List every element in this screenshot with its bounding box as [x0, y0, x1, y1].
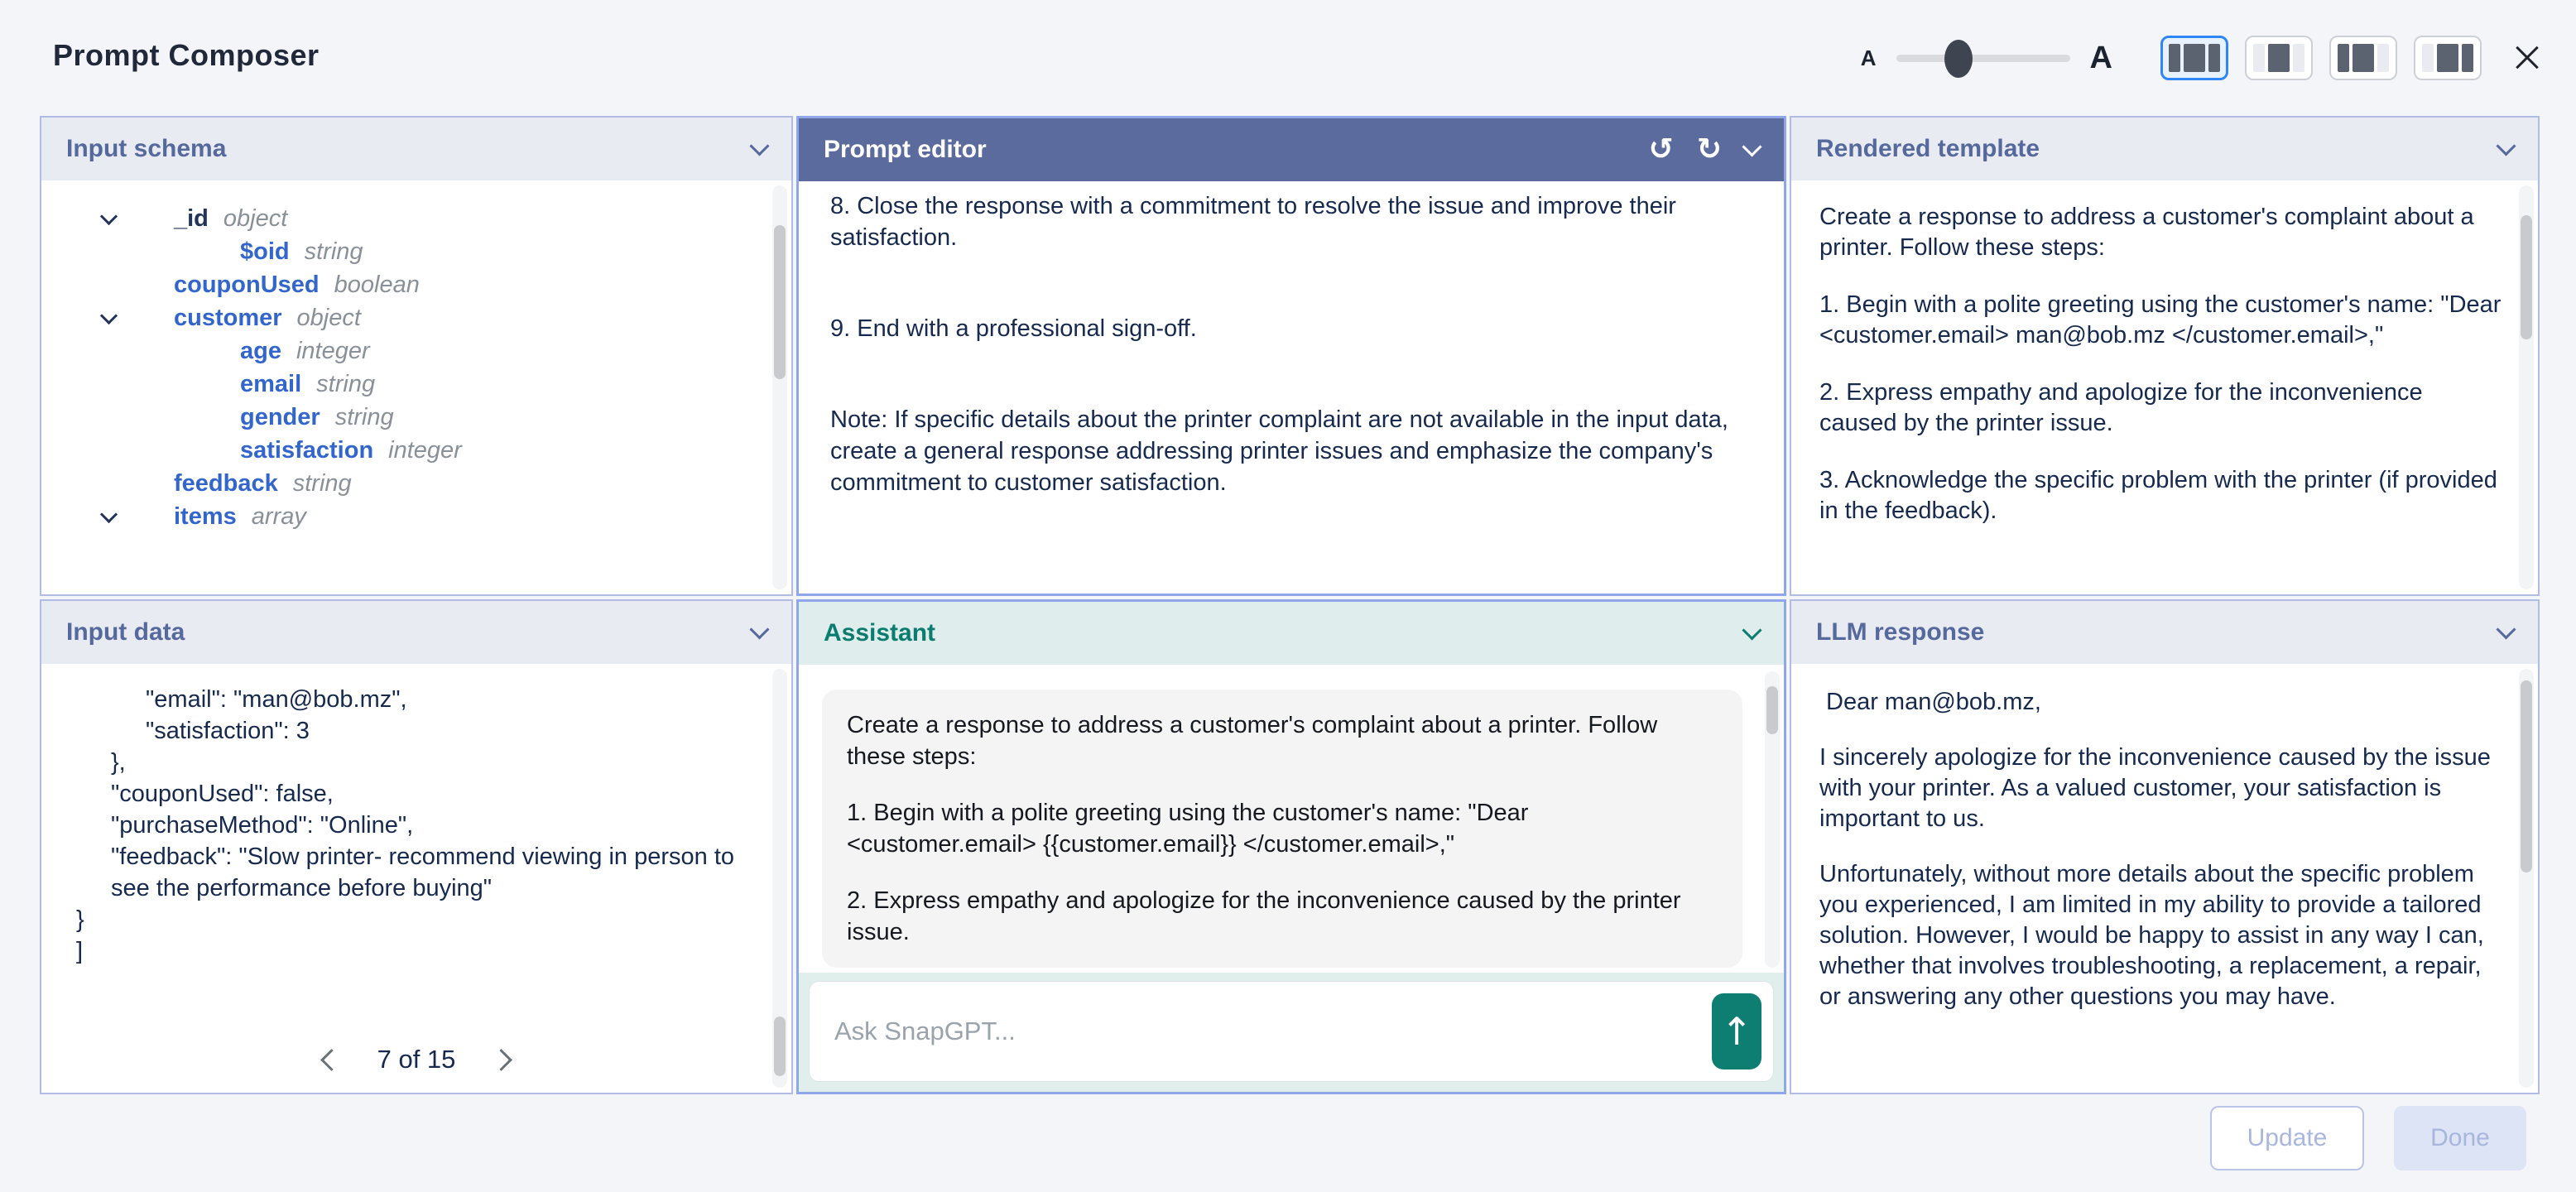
assistant-title: Assistant: [824, 619, 936, 646]
topbar: [0, 0, 2576, 116]
chevron-down-icon[interactable]: [2496, 136, 2516, 156]
prompt-editor-title: Prompt editor: [824, 136, 987, 163]
close-icon[interactable]: [2511, 42, 2543, 74]
done-button[interactable]: Done: [2394, 1106, 2526, 1170]
composer-grid: [40, 116, 2545, 1094]
chevron-down-icon[interactable]: [1742, 620, 1761, 640]
font-size-large-label: A: [2089, 40, 2112, 75]
slider-track[interactable]: [1896, 55, 2070, 62]
input-data-panel: [40, 599, 793, 1094]
schema-row: [91, 235, 758, 268]
schema-key: email: [240, 370, 302, 397]
schema-key: items: [174, 502, 237, 530]
redo-icon[interactable]: ↻: [1696, 132, 1722, 166]
llm-response-title: LLM response: [1816, 618, 1985, 646]
chevron-right-icon[interactable]: [490, 1049, 512, 1071]
schema-row: [91, 434, 758, 467]
layout-toggle-group: [2160, 36, 2482, 80]
layout-three-columns-button[interactable]: [2160, 36, 2228, 80]
font-size-control: [1861, 39, 2112, 77]
send-arrow-up-icon: ↑: [1720, 1009, 1753, 1054]
layout-right-two-columns-icon: [2422, 44, 2434, 72]
schema-type: integer: [388, 436, 462, 464]
scrollbar-thumb[interactable]: [774, 225, 786, 379]
paragraph: Create a response to address a customer's complaint about a printer. Follow these steps:: [847, 712, 1658, 770]
record-pager: [41, 1045, 791, 1074]
paragraph: 2. Express empathy and apologize for the inconvenience caused by the printer issue.: [847, 887, 1681, 945]
topbar-controls: [1861, 0, 2543, 116]
schema-type: integer: [296, 337, 370, 364]
paragraph: Dear man@bob.mz,: [1826, 689, 2041, 715]
schema-row: [91, 368, 758, 401]
assistant-chat-area: [799, 665, 1759, 973]
schema-key: gender: [240, 403, 320, 430]
schema-row[interactable]: [91, 301, 758, 334]
layout-left-two-columns-icon: [2338, 44, 2349, 72]
schema-key: couponUsed: [174, 271, 320, 298]
ask-snapgpt-input[interactable]: [833, 982, 1507, 1081]
paragraph: 3. Acknowledge the specific problem with the printer (if provided in the feedback).: [1819, 467, 2497, 524]
layout-left-two-columns-button[interactable]: [2329, 36, 2397, 80]
schema-type: string: [334, 403, 394, 430]
footer-actions: [2210, 1106, 2526, 1170]
code-line: "couponUsed": false,: [111, 781, 334, 807]
schema-type: string: [316, 370, 376, 397]
input-data-title: Input data: [66, 618, 185, 646]
paragraph: 1. Begin with a polite greeting using the customer's name: "Dear <customer.email> {{customer.email}} </customer.email>,": [847, 800, 1529, 858]
scrollbar-thumb[interactable]: [2521, 680, 2532, 872]
schema-key: age: [240, 337, 281, 364]
scrollbar-thumb[interactable]: [774, 1017, 786, 1076]
scrollbar-track[interactable]: [2519, 185, 2534, 589]
paragraph: 2. Express empathy and apologize for the inconvenience caused by the printer issue.: [1819, 379, 2423, 436]
scrollbar-thumb[interactable]: [2521, 215, 2532, 339]
schema-type: array: [251, 502, 306, 530]
assistant-input-box: [809, 981, 1774, 1082]
llm-response-panel: [1790, 599, 2540, 1094]
schema-key: $oid: [240, 238, 290, 265]
rendered-template-title: Rendered template: [1816, 135, 2040, 162]
schema-row: [91, 334, 758, 368]
paragraph: 1. Begin with a polite greeting using the customer's name: "Dear <customer.email> man@bob.mz </customer.email>,": [1819, 291, 2502, 348]
code-line: },: [111, 749, 126, 776]
layout-center-column-button[interactable]: [2245, 36, 2313, 80]
schema-type: object: [223, 204, 288, 232]
layout-three-columns-icon: [2169, 44, 2180, 72]
rendered-template-header[interactable]: [1791, 118, 2538, 180]
rendered-template-panel: [1790, 116, 2540, 596]
pager-label: 7 of 15: [377, 1045, 456, 1074]
assistant-panel: [796, 599, 1786, 1094]
llm-response-text: [1791, 664, 2516, 1093]
prompt-editor-textarea[interactable]: [799, 181, 1762, 594]
undo-icon[interactable]: ↺: [1648, 132, 1674, 166]
schema-type: boolean: [334, 271, 420, 298]
page-title: Prompt Composer: [53, 38, 320, 72]
chevron-down-icon[interactable]: [100, 505, 118, 522]
paragraph: I sincerely apologize for the inconvenience caused by the issue with your printer. As a valued customer, your satisfaction is important to us.: [1819, 744, 2491, 832]
assistant-input-strip: [799, 973, 1784, 1092]
code-line: }: [76, 906, 84, 933]
assistant-message-bubble: [822, 690, 1742, 968]
schema-type: object: [296, 304, 361, 331]
paragraph: Note: If specific details about the printer complaint are not available in the input data, create a general response addressing printer issues and emphasize the company's commitment to customer satisfaction.: [830, 406, 1728, 496]
send-button[interactable]: [1712, 993, 1761, 1069]
code-line: ]: [76, 938, 84, 964]
code-line: "satisfaction": 3: [146, 718, 310, 744]
scrollbar-track[interactable]: [2519, 669, 2534, 1088]
chevron-down-icon[interactable]: [100, 306, 118, 324]
llm-response-header[interactable]: [1791, 601, 2538, 664]
schema-key: feedback: [174, 469, 278, 497]
expand-chevron-box: [91, 513, 174, 521]
scrollbar-track[interactable]: [772, 185, 787, 589]
chevron-down-icon[interactable]: [1742, 137, 1761, 156]
code-line: "purchaseMethod": "Online",: [111, 812, 414, 839]
input-schema-header[interactable]: [41, 118, 791, 180]
scrollbar-thumb[interactable]: [1766, 686, 1778, 734]
schema-type: string: [304, 238, 363, 265]
paragraph: 8. Close the response with a commitment to resolve the issue and improve their satisfaction.: [830, 193, 1676, 251]
input-data-json: [41, 664, 770, 1093]
expand-chevron-box: [91, 315, 174, 322]
paragraph: 9. End with a professional sign-off.: [830, 315, 1197, 342]
font-size-slider[interactable]: [1896, 39, 2070, 77]
rendered-template-text: [1791, 180, 2516, 594]
schema-key: satisfaction: [240, 436, 374, 464]
scrollbar-track[interactable]: [1765, 671, 1780, 968]
chevron-down-icon[interactable]: [749, 136, 769, 156]
assistant-header[interactable]: [799, 602, 1784, 665]
expand-chevron-box: [91, 215, 174, 223]
paragraph: Create a response to address a customer's complaint about a printer. Follow these steps:: [1819, 204, 2474, 261]
chevron-down-icon[interactable]: [2496, 619, 2516, 639]
schema-row: [91, 268, 758, 301]
input-schema-title: Input schema: [66, 135, 227, 162]
slider-knob[interactable]: [1944, 40, 1973, 78]
chevron-left-icon[interactable]: [320, 1049, 343, 1071]
input-data-header[interactable]: [41, 601, 791, 664]
paragraph: Unfortunately, without more details about the specific problem you experienced, I am limited in my ability to provide a tailored solution. However, I would be happy to assist in any way I can, whether that involves troubleshooting, a replacement, a repair, or answering any other questions you may have.: [1819, 861, 2484, 1010]
layout-center-column-icon: [2253, 44, 2265, 72]
schema-key: _id: [174, 204, 209, 232]
schema-tree: [41, 180, 791, 533]
prompt-editor-panel: [796, 116, 1786, 596]
input-schema-panel: [40, 116, 793, 596]
code-line: "feedback": "Slow printer- recommend viewing in person to see the performance before buying": [111, 844, 742, 901]
schema-key: customer: [174, 304, 282, 331]
chevron-down-icon[interactable]: [749, 619, 769, 639]
scrollbar-track[interactable]: [772, 669, 787, 1088]
schema-row: [91, 401, 758, 434]
prompt-editor-header[interactable]: [799, 118, 1784, 181]
code-line: "email": "man@bob.mz",: [146, 686, 407, 713]
schema-row[interactable]: [91, 202, 758, 235]
chevron-down-icon[interactable]: [100, 207, 118, 224]
schema-row: [91, 467, 758, 500]
update-button[interactable]: Update: [2210, 1106, 2364, 1170]
layout-right-two-columns-button[interactable]: [2414, 36, 2482, 80]
schema-type: string: [292, 469, 352, 497]
font-size-small-label: A: [1860, 45, 1877, 70]
schema-row[interactable]: [91, 500, 758, 533]
